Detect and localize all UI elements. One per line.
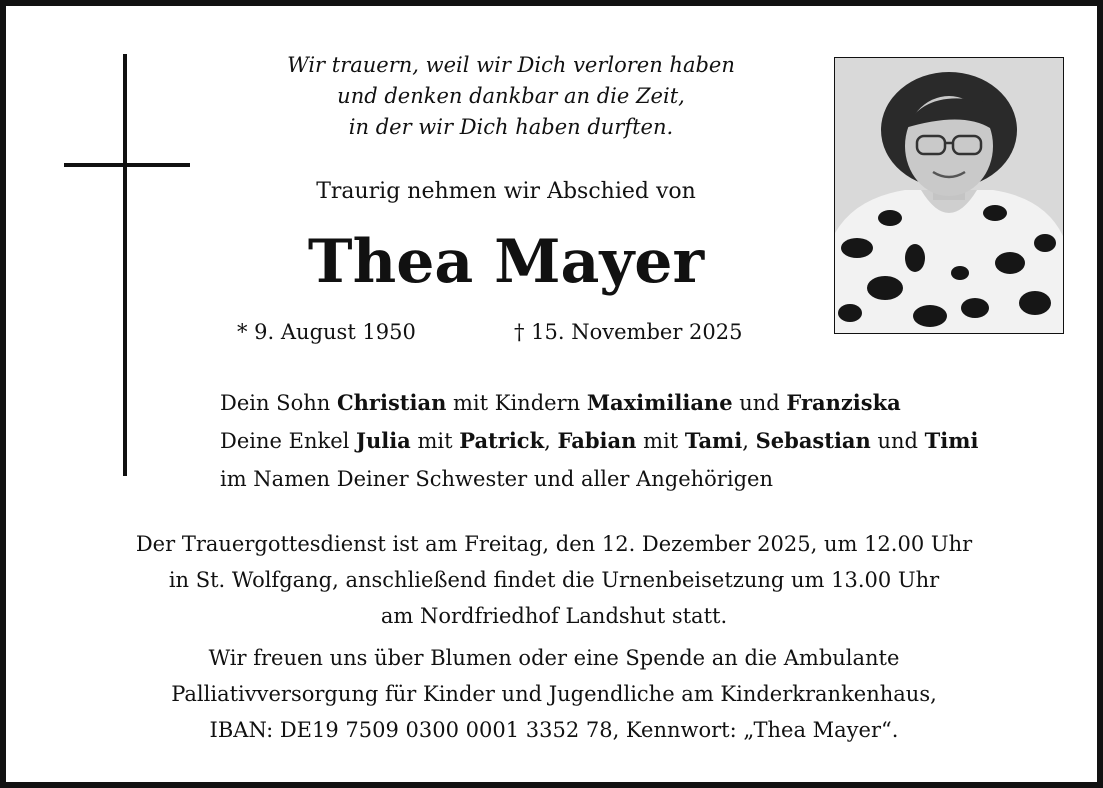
donation-line: IBAN: DE19 7509 0300 0001 3352 78, Kennwort: „Thea Mayer“. (209, 718, 899, 742)
service-line: Der Trauergottesdienst ist am Freitag, den 12. Dezember 2025, um 12.00 Uhr (135, 532, 973, 556)
mourner-name: Christian (336, 390, 447, 415)
donation-line: Wir freuen uns über Blumen oder eine Spende an die Ambulante (208, 646, 900, 670)
cross-icon-bar (64, 163, 190, 167)
text: Dein Sohn (220, 391, 337, 415)
mourners-line: im Namen Deiner Schwester und aller Angehörigen (220, 467, 773, 491)
cross-icon (123, 54, 127, 476)
text: Deine Enkel (220, 429, 357, 453)
service-line: in St. Wolfgang, anschließend findet die Urnenbeisetzung um 13.00 Uhr (168, 568, 940, 592)
mourner-name: Maximiliane (586, 390, 733, 415)
text: und (732, 391, 787, 415)
text: und (870, 429, 925, 453)
verse-line: in der wir Dich haben durften. (348, 115, 674, 139)
text: mit Kindern (446, 391, 587, 415)
text: , (544, 429, 558, 453)
text: mit (410, 429, 460, 453)
service-line: am Nordfriedhof Landshut statt. (380, 604, 728, 628)
mourner-name: Sebastian (755, 428, 871, 453)
donation-line: Palliativversorgung für Kinder und Jugendliche am Kinderkrankenhaus, (171, 682, 937, 706)
mourner-name: Julia (356, 428, 411, 453)
text: mit (636, 429, 685, 453)
mourners-line (220, 422, 978, 460)
memorial-verse (206, 50, 816, 143)
mourner-name: Fabian (557, 428, 637, 453)
text: , (742, 429, 756, 453)
portrait-image (835, 58, 1063, 333)
mourner-name: Franziska (786, 390, 901, 415)
mourners-line (220, 384, 978, 422)
deceased-name: Thea Mayer (307, 227, 705, 297)
mourner-name: Timi (924, 428, 979, 453)
mourner-name: Patrick (459, 428, 545, 453)
farewell-intro: Traurig nehmen wir Abschied von (316, 179, 696, 204)
verse-line: Wir trauern, weil wir Dich verloren haben (287, 53, 735, 77)
mourner-name: Tami (684, 428, 743, 453)
service-info (46, 526, 1062, 634)
death-date: † 15. November 2025 (514, 320, 743, 344)
mourners-list (220, 384, 978, 498)
donation-info (46, 640, 1062, 748)
verse-line: und denken dankbar an die Zeit, (337, 84, 685, 108)
birth-date: * 9. August 1950 (237, 320, 416, 344)
portrait-photo (834, 57, 1064, 334)
